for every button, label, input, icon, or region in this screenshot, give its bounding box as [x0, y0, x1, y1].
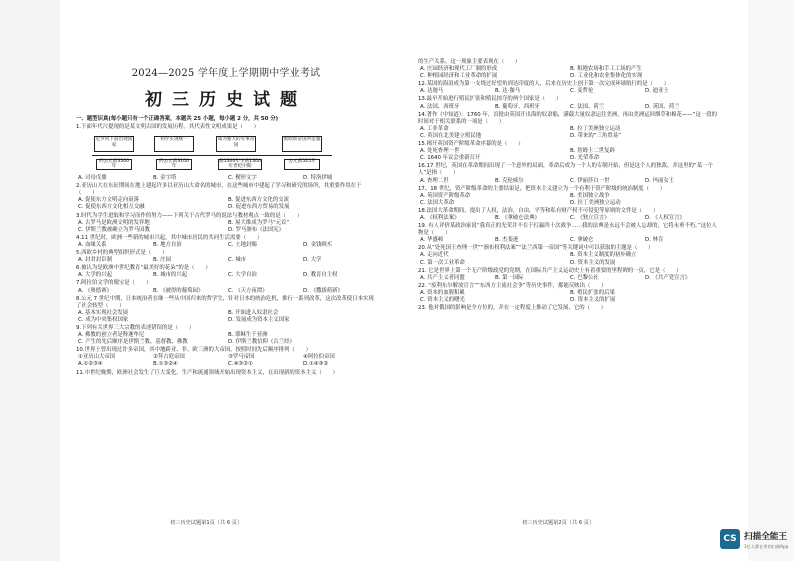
option-b: B. 詹姆士二世复辟 [570, 148, 615, 155]
option-b: B. 租地农场和手工工场的产生 [570, 66, 642, 73]
question-20: 20.从“处死国王查理一世”“颁布权利法案”“法兰西第一帝国”等关键词中可以获取的主题是（ ） [418, 245, 654, 252]
question-23: 23. 他对俄国的影响是全方位的，并在一定程度上推动了它发展，它的（ ） [418, 305, 607, 312]
question-20-options [418, 252, 718, 266]
question-21: 21. 它是世界上第一个无产阶级政党的党纲，在国际共产主义运动史上有着重要的里程碑的一页，它是（ ） [418, 267, 682, 274]
option-b: B. 杰斐逊 [495, 237, 519, 244]
option-c: C. 《独立宣言》 [570, 214, 610, 221]
scanner-watermark [718, 527, 794, 557]
question-15: 15.揭开英国资产阶级革命序幕的是（ ） [418, 141, 524, 148]
camscanner-logo-icon: CS [720, 529, 740, 549]
question-19: 19. 有人评价某政治家说“我真正的光荣并不在于打赢四十次战争……我的法典是永远不会被人忘却的，它将永垂不朽。”这位人物是（ ） [418, 223, 717, 237]
option-a: A. 达迦马 [420, 88, 444, 95]
option-a: A. 走向近代 [420, 252, 449, 259]
option-a: A. 英国资产阶级革命 [420, 192, 471, 199]
option-b: B. 金字塔 [153, 175, 177, 182]
option-a: A. 大学的兴起 [78, 272, 112, 279]
question-4: 4.11 世纪时，欧洲一些新的城市兴起，其中城市居民的共同生活需要（ ） [76, 234, 263, 241]
scan-margin-left [0, 0, 60, 561]
option-b: B. 屋大维成为罗马“元首” [228, 219, 290, 226]
question-5: 5.西欧乡村的典型组织形式是（ ） [76, 250, 168, 257]
option-d: D. 特洛伊城 [303, 175, 333, 182]
option-a: A. 《权利法案》 [420, 214, 460, 221]
option-b: B. 美国独立战争 [570, 192, 610, 199]
timeline-event-3: 成为强大的军事帝国 [216, 136, 256, 152]
option-b: B. 《被得的葡萄园》 [153, 287, 204, 294]
option-b: B. 殖民扩张的后果 [570, 289, 615, 296]
option-a: A. 华盛顿 [420, 237, 444, 244]
option-d: D. 大学 [303, 257, 322, 264]
question-17: 17、18 世纪，资产阶级革命的主要结果是，把资本主义建立为一个有利于资产阶级的统治制度（ ） [418, 185, 666, 192]
option-c: C. 大学自治 [228, 272, 257, 279]
option-b: B. 资本主义制度的初步确立 [570, 252, 637, 259]
question-5-options [76, 257, 376, 264]
option-c: C. 巴黎公社 [570, 274, 599, 281]
question-3-options [76, 220, 376, 234]
timeline-date-1: 约公元前3500年 [96, 159, 132, 170]
question-22-options [418, 290, 718, 304]
question-1: 1.下面年代尺提现的是某文明古国的发展历程。其代表性文明成果是（ ） [76, 124, 260, 130]
timeline-axis [92, 155, 332, 156]
item-2: ②拜占庭帝国 [153, 354, 185, 361]
option-c: C. 资本主义的曙光 [420, 297, 465, 303]
timeline-date-2: 约公元前3100年 [156, 159, 192, 170]
option-c: C. 1640 年议会重新召开 [420, 155, 481, 162]
option-d: D. 《人权宣言》 [645, 214, 685, 221]
option-d: D. 促进东西方贸易的发展 [228, 204, 290, 211]
question-13: 13.最早开始进行殖民扩张和殖民掠夺的两个国家是（ ） [418, 96, 562, 103]
option-d: D. 带来的“三角贸易” [570, 132, 621, 139]
option-a: A. 处死查理一世 [420, 148, 460, 155]
question-18: 18.法国大革命期间，提出了人权，法治，自由，平等和私有财产权不可侵犯等原则的文件是（ ） [418, 207, 659, 214]
question-10-options [76, 361, 376, 368]
question-18-options [418, 215, 718, 222]
left-page-footer: 初三历史试题第1页（共 6 页） [170, 520, 243, 526]
timeline-event-2: 初步实现统一 [154, 136, 194, 152]
option-d: D. 《撒拔萌新》 [303, 287, 343, 294]
question-11: 11.中世纪晚期，欧洲社会发生了巨大变化，生产和流通领域开始出现资本主义，在出现新的资本主义（ ） [76, 369, 338, 376]
question-4-options [76, 242, 376, 249]
question-2: 2.亚历山大在东征期间在地上建起许多以亚历山大命名的城市，在这些城市中建起了学习和研究的场所，其重要作用在于（ ） [76, 183, 362, 197]
section-1-heading: 一、题型识真(每小题只有一个正确答案，本题共 25 小题，每小题 2 分，共 50 分) [76, 116, 279, 122]
option-b: B. 葡萄牙、西班牙 [495, 103, 540, 110]
option-b: B. 克伦威尔 [495, 177, 524, 184]
option-c: C. 产生的先后顺序是伊斯兰教、基督教、佛教 [78, 339, 188, 346]
option-d: D. 拉丁美洲独立运动 [570, 199, 621, 206]
option-b: B. 耶稣生于亚洲 [228, 332, 268, 339]
option-a: A. 工业革命 [420, 125, 449, 132]
option-c: C. 城市 [228, 257, 246, 264]
question-15-options [418, 148, 718, 162]
option-d: D. 资本主义的扩展 [570, 297, 616, 303]
option-c: C. 伊丽莎白一世 [570, 177, 610, 184]
question-8-options [76, 310, 376, 324]
option-b: B. 地方自治 [153, 241, 182, 248]
question-9-options [76, 332, 376, 346]
question-1-options [76, 175, 376, 182]
option-c: C.④③②① [228, 361, 253, 368]
option-d: D. 伊斯兰教信仰《古兰经》 [228, 339, 295, 346]
option-a: A. 基本实现社会发展 [78, 309, 129, 316]
timeline-date-3: 前1500年至前1300年世纪中期 [219, 159, 261, 169]
option-d: D. 英国、荷兰 [645, 103, 680, 110]
option-b: B. 第一国际 [495, 274, 524, 281]
option-d: D. 光荣革命 [570, 155, 600, 162]
option-a: A. 查理二世 [420, 177, 449, 184]
option-a: A.①②③④ [78, 361, 103, 368]
timeline-event-1: 尼罗河下游出现国家 [94, 136, 134, 152]
question-16-options [418, 178, 718, 185]
option-a: A. 古罗马是欧洲文明的发祥地 [78, 219, 150, 226]
question-11-options [418, 66, 718, 80]
option-a: A. 司母戊鼎 [78, 175, 107, 182]
question-16: 16.17 世纪，英国在革命期间出现了一个意外的局面，革命后成为一个人的专制开始，但是这个人的独裁，并这里的“某一个人”是指（ ） [418, 163, 713, 177]
option-c: C. 拿破仑 [570, 237, 594, 244]
option-d: D. 金钱赎买 [303, 241, 333, 248]
option-d: D. 迪亚士 [645, 88, 669, 95]
scan-margin-right [748, 0, 794, 561]
question-11-continued: 的生产关系。这一现象主要表现在（ ） [418, 59, 521, 65]
option-c: C. 法国大革命 [420, 199, 455, 206]
option-d: D.①④③② [303, 361, 329, 368]
option-d: D. 发展成为资本主义国家 [228, 316, 290, 323]
question-3: 3.时代为学生进取和学习而作的努力——下列关于古代罗马的说法与教材观点一致的是（ ） [76, 212, 303, 219]
question-6: 6.被认为是欧洲中世纪教育“最美好的花朵”的是（ ） [76, 265, 211, 272]
option-b: B. 城市的兴起 [153, 272, 188, 279]
question-7: 7.阿拉伯文学的瑰宝是（ ） [76, 280, 152, 287]
option-a: A. 促使东方文明走向衰落 [78, 197, 139, 204]
option-c: C. 成为中央集权国家 [78, 316, 129, 323]
option-b: B. 促进东西方文化的交流 [228, 197, 290, 204]
option-a: A. 资本的血腥积累 [420, 289, 465, 296]
option-b: B. 《拿破仑法典》 [495, 214, 540, 221]
option-a: A. 血缘关系 [78, 241, 107, 248]
option-c: C. 《天方夜谭》 [228, 287, 268, 294]
option-a: A. 封君封臣制 [78, 257, 112, 264]
option-c: C. 第一次工业革命 [420, 259, 465, 266]
question-10: 10.世界上曾出现过许多帝国，其中地跨亚、非、欧三洲的大帝国，按照时间先后顺序排列（ ） [76, 347, 311, 354]
question-2-options [76, 197, 376, 211]
question-14: 14.著作《中知道》：1760 年，首批由英国开出海的奴隶船，满载大量奴隶运往美洲，再由美洲运回烟草和棉花——”这一段的时间对于相关联系的一项是（ ） [418, 111, 718, 125]
subject-title: 初三历史试题 [145, 90, 307, 110]
timeline-figure [92, 134, 332, 172]
scanner-app-name: 扫描全能王 [744, 532, 787, 542]
option-b: B. 拉丁美洲独立运动 [570, 125, 621, 132]
question-22: 22. “废利东尔解放宣言”“东西方主流社会争”等历史事件，都能反映出（ ） [418, 282, 607, 289]
option-a: A. 佛教的创立者是释迦牟尼 [78, 332, 145, 339]
item-3: ③罗马帝国 [228, 354, 255, 361]
left-page [76, 40, 376, 510]
question-6-options [76, 272, 376, 279]
option-d: D. 林肯 [645, 237, 664, 244]
right-page-footer: 初三历史试题第2页（共 6 页） [522, 520, 595, 526]
option-c: C. 法国、荷兰 [570, 103, 605, 110]
option-b: B. 庄园 [153, 257, 171, 264]
question-13-options [418, 104, 718, 111]
option-c: C. 促使东西方文化相互交融 [78, 204, 145, 211]
option-a: A. 共产主义者同盟 [420, 274, 465, 281]
option-c: C. 土地封赐 [228, 241, 257, 248]
option-d: D. 资本主义的发展 [570, 259, 616, 266]
option-d: D. 《共产党宣言》 [645, 274, 691, 281]
option-a: A. 法国、西班牙 [420, 103, 460, 110]
option-b: B. 开始进入奴隶社会 [228, 309, 279, 316]
option-c: C. 种植园经济和工业革命的扩展 [420, 73, 498, 80]
option-c: C. 英国在北美建立殖民地 [420, 132, 482, 139]
question-7-options [76, 288, 376, 295]
option-a: A. 《奥德赛》 [78, 287, 112, 294]
option-a: A. 庄园经济和现代工厂制的形成 [420, 66, 498, 73]
option-c: C. 楔形文字 [228, 175, 257, 182]
option-c: C. 伊斯兰教被确立为罗马国教 [78, 226, 150, 233]
item-1: ①亚历山大帝国 [78, 354, 116, 361]
option-d: D. 工业化和农业集体化的实现 [570, 73, 643, 80]
question-21-options [418, 275, 718, 282]
timeline-date-4: 公元前525年 [284, 159, 320, 170]
option-d: D. 罗马颁布《法国宪》 [228, 226, 285, 233]
scanner-slogan: 3亿人都在用的扫描App [744, 544, 789, 549]
question-10-items [76, 354, 376, 361]
option-b: B. 达·伽马 [495, 88, 521, 95]
question-8: 8.公元 7 世纪中期，日本统治者在继一些从中国归来的哲学生，针对日本的统治危机，推行一系列改革，这次改革使日本实现了社会转型（ ） [76, 295, 374, 309]
question-12: 12.某国的海浪成为第一支绕过好望角到达印度的人，后来在历史上创下第一次完成环球航行的是（ ） [418, 81, 670, 88]
option-c: C. 麦哲伦 [570, 88, 594, 95]
question-17-options [418, 193, 718, 207]
question-14-options [418, 126, 718, 140]
item-4: ④阿拉伯帝国 [303, 354, 335, 361]
option-b: B.①③②④ [153, 361, 178, 368]
right-page [418, 58, 718, 528]
question-19-options [418, 237, 718, 244]
timeline-event-4: 被欧斯帝国所征服 [282, 136, 322, 152]
exam-title: 2024—2025 学年度上学期期中学业考试 [131, 68, 321, 79]
question-9: 9.下列有关世界三大宗教的表述错误的是（ ） [76, 324, 195, 331]
question-12-options [418, 88, 718, 95]
option-d: D. 教育自主权 [303, 272, 338, 279]
option-d: D. 玛丽女王 [645, 177, 675, 184]
